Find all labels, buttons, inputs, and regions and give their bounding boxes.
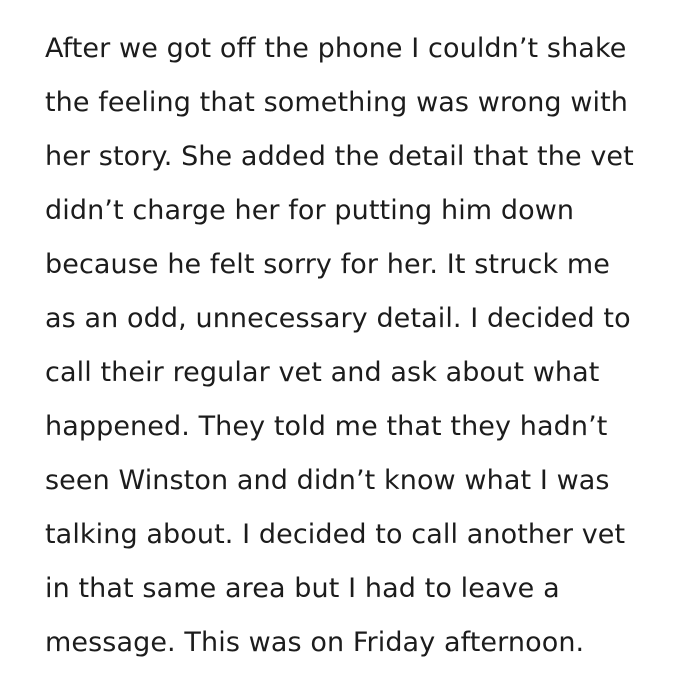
story-line: the feeling that something was wrong with: [45, 87, 629, 118]
story-line: because he felt sorry for her. It struck me: [45, 249, 610, 280]
story-paragraph: [45, 22, 695, 670]
story-line: After we got off the phone I couldn’t shake: [45, 33, 627, 64]
story-line: her story. She added the detail that the vet: [45, 141, 634, 172]
story-line: in that same area but I had to leave a: [45, 573, 560, 604]
story-line: as an odd, unnecessary detail. I decided to: [45, 303, 631, 334]
story-line: happened. They told me that they hadn’t: [45, 411, 608, 442]
story-line: call their regular vet and ask about what: [45, 357, 600, 388]
story-line: didn’t charge her for putting him down: [45, 195, 575, 226]
story-line: message. This was on Friday afternoon.: [45, 627, 585, 658]
story-line: talking about. I decided to call another vet: [45, 519, 626, 550]
story-line: seen Winston and didn’t know what I was: [45, 465, 610, 496]
